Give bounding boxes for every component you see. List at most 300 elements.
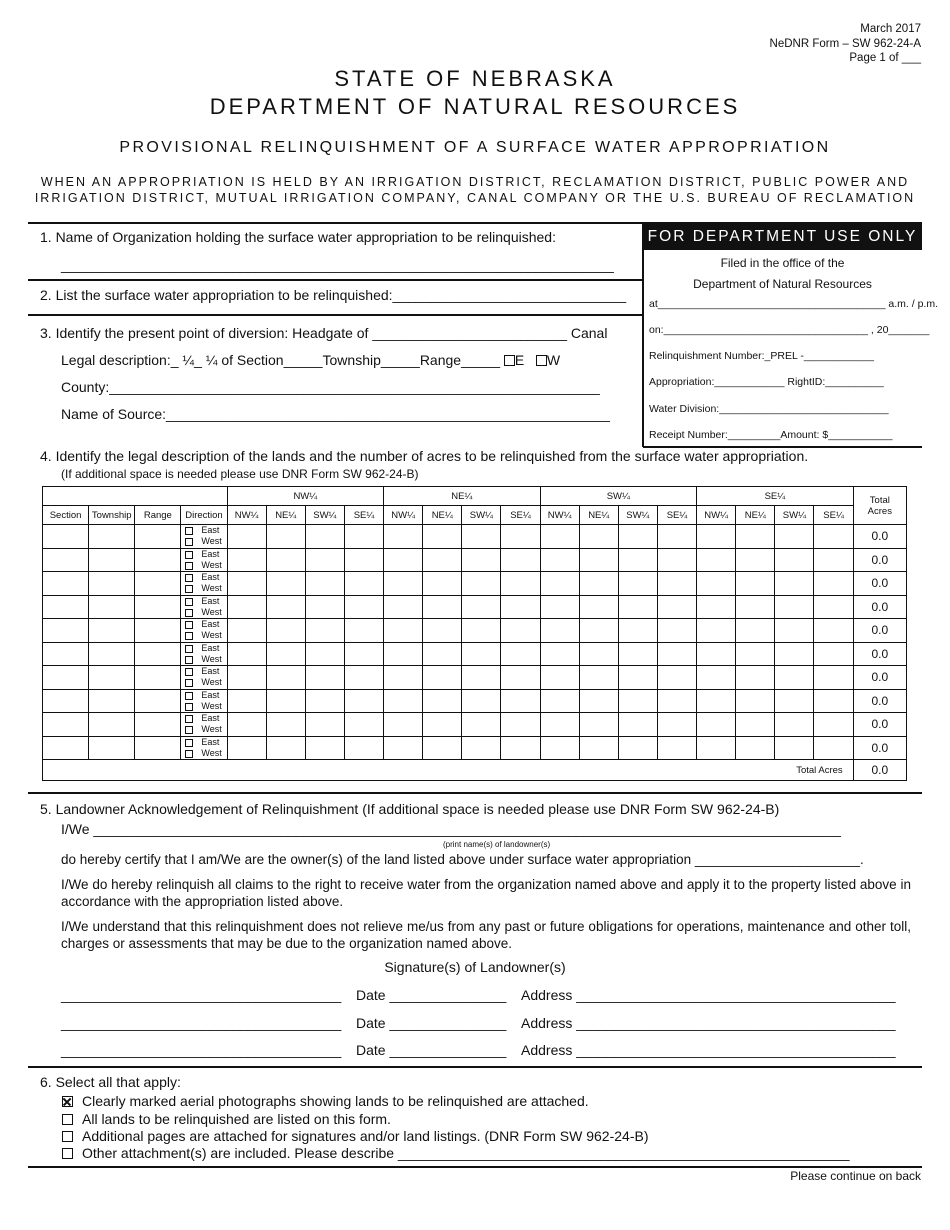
table-cell[interactable] xyxy=(384,572,423,596)
table-cell[interactable] xyxy=(697,572,736,596)
section-divider xyxy=(28,1066,922,1068)
sub-nw: NW¼ xyxy=(697,506,736,525)
row-total-acres: 0.0 xyxy=(853,619,906,643)
table-cell[interactable] xyxy=(43,595,89,619)
subtitle-line-2: IRRIGATION DISTRICT, MUTUAL IRRIGATION COMPANY, CANAL COMPANY OR THE U.S. BUREAU OF RECLAMATION xyxy=(34,191,916,205)
west-checkbox[interactable] xyxy=(185,585,193,593)
table-cell[interactable] xyxy=(501,689,540,713)
table-cell[interactable] xyxy=(462,525,501,549)
page-number: Page 1 of ___ xyxy=(849,52,921,64)
east-checkbox[interactable] xyxy=(185,715,193,723)
other-attachments-field[interactable]: Other attachment(s) are included. Please describe __________________________________________________________ xyxy=(82,1145,850,1161)
west-checkbox[interactable] xyxy=(185,609,193,617)
table-cell[interactable] xyxy=(305,572,344,596)
table-cell[interactable] xyxy=(540,525,579,549)
west-label: West xyxy=(201,606,222,617)
table-cell[interactable] xyxy=(135,619,181,643)
table-cell[interactable] xyxy=(462,548,501,572)
table-cell[interactable] xyxy=(423,525,462,549)
table-cell[interactable] xyxy=(135,736,181,760)
east-label: East xyxy=(201,642,220,653)
section-divider xyxy=(28,792,922,794)
table-cell[interactable] xyxy=(501,548,540,572)
table-cell[interactable] xyxy=(501,642,540,666)
table-cell[interactable] xyxy=(266,548,305,572)
table-cell[interactable] xyxy=(89,689,135,713)
table-cell[interactable] xyxy=(736,595,775,619)
sub-nw: NW¼ xyxy=(540,506,579,525)
table-cell[interactable] xyxy=(344,666,383,690)
signature-line-2[interactable]: ____________________________________ xyxy=(61,1015,342,1031)
table-cell[interactable] xyxy=(135,595,181,619)
table-cell[interactable] xyxy=(697,713,736,737)
table-cell[interactable] xyxy=(579,736,618,760)
group-nw: NW¼ xyxy=(227,487,384,506)
table-cell[interactable] xyxy=(89,572,135,596)
table-cell[interactable] xyxy=(43,525,89,549)
table-cell[interactable] xyxy=(501,595,540,619)
county-field[interactable]: County:_______________________________________________________________ xyxy=(61,379,600,395)
dept-filed-1: Filed in the office of the xyxy=(720,256,845,270)
table-cell[interactable] xyxy=(618,548,657,572)
table-cell[interactable] xyxy=(736,666,775,690)
table-cell[interactable] xyxy=(775,525,814,549)
table-cell[interactable] xyxy=(579,689,618,713)
east-checkbox[interactable] xyxy=(185,645,193,653)
table-cell[interactable] xyxy=(423,736,462,760)
s4-note: (If additional space is needed please use DNR Form SW 962-24-B) xyxy=(61,467,419,481)
table-cell[interactable] xyxy=(501,619,540,643)
west-checkbox[interactable] xyxy=(536,355,547,366)
table-cell[interactable] xyxy=(43,642,89,666)
table-cell[interactable] xyxy=(618,736,657,760)
table-cell[interactable] xyxy=(266,572,305,596)
table-cell[interactable] xyxy=(775,572,814,596)
lands-listed-checkbox[interactable] xyxy=(62,1114,73,1125)
table-cell[interactable] xyxy=(227,736,266,760)
table-cell[interactable] xyxy=(462,666,501,690)
table-cell[interactable] xyxy=(305,642,344,666)
legal-description-row xyxy=(61,352,560,368)
table-cell[interactable] xyxy=(305,666,344,690)
row-total-acres: 0.0 xyxy=(853,713,906,737)
table-cell[interactable] xyxy=(135,572,181,596)
organization-name-field[interactable]: _______________________________________________________________________ xyxy=(61,257,614,273)
table-cell[interactable] xyxy=(89,525,135,549)
sub-se: SE¼ xyxy=(657,506,696,525)
table-cell[interactable] xyxy=(423,548,462,572)
lands-listed-label: All lands to be relinquished are listed on this form. xyxy=(82,1111,391,1127)
table-cell[interactable] xyxy=(43,619,89,643)
table-cell[interactable] xyxy=(305,548,344,572)
table-cell[interactable] xyxy=(384,689,423,713)
table-cell[interactable] xyxy=(775,595,814,619)
table-cell[interactable] xyxy=(344,525,383,549)
table-cell[interactable] xyxy=(540,619,579,643)
table-cell[interactable] xyxy=(814,595,853,619)
aerial-photos-checkbox[interactable] xyxy=(62,1096,73,1107)
table-cell[interactable] xyxy=(89,548,135,572)
relinquish-paragraph: I/We do hereby relinquish all claims to the right to receive water from the organization named above and apply it to the property listed above in accordance with the appropriation listed above. xyxy=(61,877,911,909)
table-cell[interactable] xyxy=(579,595,618,619)
table-cell[interactable] xyxy=(540,666,579,690)
table-cell[interactable] xyxy=(43,572,89,596)
table-cell[interactable] xyxy=(540,736,579,760)
table-cell[interactable] xyxy=(227,525,266,549)
table-cell[interactable] xyxy=(814,572,853,596)
table-cell[interactable] xyxy=(736,619,775,643)
east-label: East xyxy=(201,713,220,723)
west-checkbox[interactable] xyxy=(185,726,193,734)
table-cell[interactable] xyxy=(657,548,696,572)
table-cell[interactable] xyxy=(697,642,736,666)
table-cell[interactable] xyxy=(227,689,266,713)
table-cell[interactable] xyxy=(775,619,814,643)
table-cell[interactable] xyxy=(579,619,618,643)
total-acres-header: Total Acres xyxy=(853,487,906,525)
date-field-1[interactable]: Date _______________ xyxy=(356,987,507,1003)
table-cell[interactable] xyxy=(657,642,696,666)
table-cell[interactable] xyxy=(423,642,462,666)
table-cell[interactable] xyxy=(540,689,579,713)
table-cell[interactable] xyxy=(540,642,579,666)
table-cell[interactable] xyxy=(775,689,814,713)
table-cell[interactable] xyxy=(736,572,775,596)
form-title: PROVISIONAL RELINQUISHMENT OF A SURFACE WATER APPROPRIATION xyxy=(119,139,831,156)
table-cell[interactable] xyxy=(384,619,423,643)
dept-appropriation-field[interactable]: Appropriation:____________ RightID:__________ xyxy=(649,376,884,388)
dept-on-field[interactable]: on:___________________________________ , 20_______ xyxy=(649,324,930,336)
direction-cell xyxy=(181,642,227,666)
table-cell[interactable] xyxy=(227,548,266,572)
table-cell[interactable] xyxy=(384,736,423,760)
east-checkbox[interactable] xyxy=(185,527,193,535)
dept-receipt-number[interactable]: Receipt Number:_________Amount: $___________ xyxy=(649,429,893,441)
row-total-acres: 0.0 xyxy=(853,642,906,666)
east-label: East xyxy=(201,548,220,559)
table-cell[interactable] xyxy=(540,572,579,596)
address-field-1[interactable]: Address _________________________________________ xyxy=(521,987,896,1003)
table-cell[interactable] xyxy=(736,713,775,737)
date-field-3[interactable]: Date _______________ xyxy=(356,1042,507,1058)
table-cell[interactable] xyxy=(305,736,344,760)
table-cell[interactable] xyxy=(814,666,853,690)
east-checkbox[interactable] xyxy=(185,574,193,582)
table-cell[interactable] xyxy=(579,548,618,572)
table-cell[interactable] xyxy=(618,595,657,619)
table-cell[interactable] xyxy=(89,595,135,619)
additional-pages-checkbox[interactable] xyxy=(62,1131,73,1142)
direction-cell xyxy=(181,713,227,737)
table-cell[interactable] xyxy=(736,642,775,666)
west-checkbox[interactable] xyxy=(185,679,193,687)
table-cell[interactable] xyxy=(344,736,383,760)
table-cell[interactable] xyxy=(579,666,618,690)
table-cell[interactable] xyxy=(657,713,696,737)
lands-table xyxy=(42,486,907,781)
west-checkbox[interactable] xyxy=(185,562,193,570)
table-cell[interactable] xyxy=(227,713,266,737)
east-label: East xyxy=(201,572,220,582)
table-cell[interactable] xyxy=(775,713,814,737)
s4-label: 4. Identify the legal description of the lands and the number of acres to be relinquished from the surface water appropriation. xyxy=(40,448,809,464)
table-cell[interactable] xyxy=(423,666,462,690)
table-cell[interactable] xyxy=(540,548,579,572)
table-cell[interactable] xyxy=(618,572,657,596)
table-cell[interactable] xyxy=(814,525,853,549)
dept-relinquishment-number[interactable]: Relinquishment Number:_PREL -____________ xyxy=(649,350,874,362)
table-cell[interactable] xyxy=(579,572,618,596)
table-cell[interactable] xyxy=(462,642,501,666)
table-row xyxy=(43,548,907,572)
landowner-name-field[interactable]: I/We ________________________________________________________________________________________________ xyxy=(61,821,841,837)
other-attachments-checkbox[interactable] xyxy=(62,1148,73,1159)
table-cell[interactable] xyxy=(344,595,383,619)
table-cell[interactable] xyxy=(462,572,501,596)
table-cell[interactable] xyxy=(697,525,736,549)
sub-se: SE¼ xyxy=(501,506,540,525)
table-cell[interactable] xyxy=(266,666,305,690)
group-ne: NE¼ xyxy=(384,487,541,506)
table-cell[interactable] xyxy=(657,689,696,713)
table-cell[interactable] xyxy=(423,572,462,596)
table-cell[interactable] xyxy=(423,689,462,713)
east-checkbox[interactable] xyxy=(504,355,515,366)
table-cell[interactable] xyxy=(344,689,383,713)
table-cell[interactable] xyxy=(501,525,540,549)
table-row xyxy=(43,642,907,666)
table-cell[interactable] xyxy=(384,548,423,572)
table-cell[interactable] xyxy=(736,548,775,572)
table-cell[interactable] xyxy=(697,595,736,619)
certify-statement[interactable]: do hereby certify that I am/We are the owner(s) of the land listed above under surface water appropriation ______________________. xyxy=(61,852,864,867)
table-cell[interactable] xyxy=(305,619,344,643)
west-checkbox[interactable] xyxy=(185,632,193,640)
appropriation-field[interactable]: ______________________________ xyxy=(392,287,627,303)
east-label: East xyxy=(201,736,220,747)
table-cell[interactable] xyxy=(462,713,501,737)
table-cell[interactable] xyxy=(618,713,657,737)
table-cell[interactable] xyxy=(89,736,135,760)
table-cell[interactable] xyxy=(814,689,853,713)
col-township: Township xyxy=(89,506,135,525)
east-label: East xyxy=(201,619,220,629)
table-cell[interactable] xyxy=(697,666,736,690)
table-cell[interactable] xyxy=(657,736,696,760)
east-checkbox[interactable] xyxy=(185,551,193,559)
table-cell[interactable] xyxy=(579,713,618,737)
table-cell[interactable] xyxy=(344,572,383,596)
table-cell[interactable] xyxy=(814,619,853,643)
table-cell[interactable] xyxy=(266,736,305,760)
signature-line-1[interactable]: ____________________________________ xyxy=(61,987,342,1003)
table-cell[interactable] xyxy=(266,619,305,643)
table-cell[interactable] xyxy=(384,525,423,549)
table-cell[interactable] xyxy=(305,713,344,737)
table-cell[interactable] xyxy=(501,572,540,596)
table-cell[interactable] xyxy=(305,525,344,549)
additional-pages-label: Additional pages are attached for signatures and/or land listings. (DNR Form SW 962-24-B) xyxy=(82,1128,649,1144)
table-cell[interactable] xyxy=(618,689,657,713)
east-checkbox[interactable] xyxy=(185,621,193,629)
dept-water-division[interactable]: Water Division:_____________________________ xyxy=(649,403,889,415)
table-cell[interactable] xyxy=(423,619,462,643)
table-cell[interactable] xyxy=(266,713,305,737)
east-checkbox[interactable] xyxy=(185,598,193,606)
table-cell[interactable] xyxy=(618,619,657,643)
table-cell[interactable] xyxy=(697,736,736,760)
sub-sw: SW¼ xyxy=(462,506,501,525)
table-cell[interactable] xyxy=(384,642,423,666)
dept-at-field[interactable]: at_______________________________________ a.m. / p.m. xyxy=(649,298,939,310)
table-cell[interactable] xyxy=(697,689,736,713)
east-checkbox[interactable] xyxy=(185,668,193,676)
s2-label: 2. List the surface water appropriation to be relinquished:______________________________ xyxy=(40,287,627,303)
table-cell[interactable] xyxy=(227,642,266,666)
east-checkbox[interactable] xyxy=(185,739,193,747)
table-cell[interactable] xyxy=(579,642,618,666)
table-cell[interactable] xyxy=(736,689,775,713)
west-checkbox[interactable] xyxy=(185,538,193,546)
source-field[interactable]: Name of Source:_________________________________________________________ xyxy=(61,406,610,422)
print-name-caption: (print name(s) of landowner(s) xyxy=(443,840,551,849)
table-cell[interactable] xyxy=(89,642,135,666)
row-total-acres: 0.0 xyxy=(853,736,906,760)
table-cell[interactable] xyxy=(618,666,657,690)
table-cell[interactable] xyxy=(657,572,696,596)
table-cell[interactable] xyxy=(89,713,135,737)
table-cell[interactable] xyxy=(266,525,305,549)
west-label: West xyxy=(201,747,222,758)
east-checkbox[interactable] xyxy=(185,692,193,700)
table-cell[interactable] xyxy=(618,525,657,549)
table-cell[interactable] xyxy=(266,595,305,619)
table-cell[interactable] xyxy=(43,736,89,760)
grand-total-acres: 0.0 xyxy=(853,760,906,781)
table-cell[interactable] xyxy=(135,689,181,713)
table-cell[interactable] xyxy=(135,666,181,690)
table-cell[interactable] xyxy=(618,642,657,666)
table-cell[interactable] xyxy=(384,595,423,619)
table-cell[interactable] xyxy=(657,595,696,619)
table-cell[interactable] xyxy=(462,619,501,643)
address-field-2[interactable]: Address _________________________________________ xyxy=(521,1015,896,1031)
table-cell[interactable] xyxy=(697,548,736,572)
table-cell[interactable] xyxy=(501,736,540,760)
table-cell[interactable] xyxy=(43,548,89,572)
direction-cell xyxy=(181,595,227,619)
row-total-acres: 0.0 xyxy=(853,525,906,549)
table-cell[interactable] xyxy=(814,642,853,666)
table-cell[interactable] xyxy=(227,619,266,643)
table-cell[interactable] xyxy=(697,619,736,643)
table-cell[interactable] xyxy=(814,548,853,572)
table-cell[interactable] xyxy=(344,619,383,643)
west-checkbox[interactable] xyxy=(185,656,193,664)
east-label: East xyxy=(201,525,220,535)
table-cell[interactable] xyxy=(462,595,501,619)
table-cell[interactable] xyxy=(501,713,540,737)
table-cell[interactable] xyxy=(814,713,853,737)
table-row xyxy=(43,689,907,713)
table-cell[interactable] xyxy=(462,736,501,760)
continue-note: Please continue on back xyxy=(790,1169,921,1183)
table-cell[interactable] xyxy=(227,572,266,596)
table-cell[interactable] xyxy=(89,619,135,643)
table-cell[interactable] xyxy=(266,642,305,666)
west-label: W xyxy=(546,352,561,368)
table-cell[interactable] xyxy=(775,736,814,760)
department-title: DEPARTMENT OF NATURAL RESOURCES xyxy=(209,94,741,119)
date-field-2[interactable]: Date _______________ xyxy=(356,1015,507,1031)
table-cell[interactable] xyxy=(384,666,423,690)
table-cell[interactable] xyxy=(135,713,181,737)
table-cell[interactable] xyxy=(384,713,423,737)
west-label: West xyxy=(201,536,222,546)
table-cell[interactable] xyxy=(462,689,501,713)
table-cell[interactable] xyxy=(775,642,814,666)
address-field-3[interactable]: Address _________________________________________ xyxy=(521,1042,896,1058)
west-label: West xyxy=(201,700,222,711)
table-cell[interactable] xyxy=(423,595,462,619)
east-label: East xyxy=(201,689,220,700)
table-cell[interactable] xyxy=(540,595,579,619)
aerial-photos-label: Clearly marked aerial photographs showing lands to be relinquished are attached. xyxy=(82,1093,589,1109)
direction-cell xyxy=(181,666,227,690)
table-cell[interactable] xyxy=(266,689,305,713)
headgate-field[interactable]: 3. Identify the present point of diversion: Headgate of _________________________ Canal xyxy=(40,325,608,341)
table-cell[interactable] xyxy=(43,689,89,713)
table-cell[interactable] xyxy=(89,666,135,690)
table-cell[interactable] xyxy=(43,713,89,737)
table-cell[interactable] xyxy=(657,525,696,549)
table-cell[interactable] xyxy=(736,525,775,549)
west-checkbox[interactable] xyxy=(185,703,193,711)
signature-line-3[interactable]: ____________________________________ xyxy=(61,1042,342,1058)
table-cell[interactable] xyxy=(135,525,181,549)
table-cell[interactable] xyxy=(657,619,696,643)
table-cell[interactable] xyxy=(135,548,181,572)
table-cell[interactable] xyxy=(227,666,266,690)
table-cell[interactable] xyxy=(501,666,540,690)
table-cell[interactable] xyxy=(305,689,344,713)
table-cell[interactable] xyxy=(579,525,618,549)
table-cell[interactable] xyxy=(305,595,344,619)
legal-description-field[interactable]: Legal description:_ ¼_ ¼ of Section_____Township_____Range_____ xyxy=(61,352,501,368)
table-cell[interactable] xyxy=(344,642,383,666)
col-range: Range xyxy=(135,506,181,525)
table-cell[interactable] xyxy=(775,548,814,572)
west-checkbox[interactable] xyxy=(185,750,193,758)
table-cell[interactable] xyxy=(540,713,579,737)
table-cell[interactable] xyxy=(736,736,775,760)
col-direction: Direction xyxy=(181,506,227,525)
table-cell[interactable] xyxy=(423,713,462,737)
table-cell[interactable] xyxy=(227,595,266,619)
table-cell[interactable] xyxy=(135,642,181,666)
west-label: West xyxy=(201,630,222,640)
bottom-rule xyxy=(28,1166,922,1168)
table-cell[interactable] xyxy=(775,666,814,690)
table-cell[interactable] xyxy=(344,548,383,572)
sub-nw: NW¼ xyxy=(227,506,266,525)
sub-se: SE¼ xyxy=(344,506,383,525)
table-cell[interactable] xyxy=(344,713,383,737)
table-cell[interactable] xyxy=(43,666,89,690)
table-row xyxy=(43,666,907,690)
table-cell[interactable] xyxy=(814,736,853,760)
table-cell[interactable] xyxy=(657,666,696,690)
